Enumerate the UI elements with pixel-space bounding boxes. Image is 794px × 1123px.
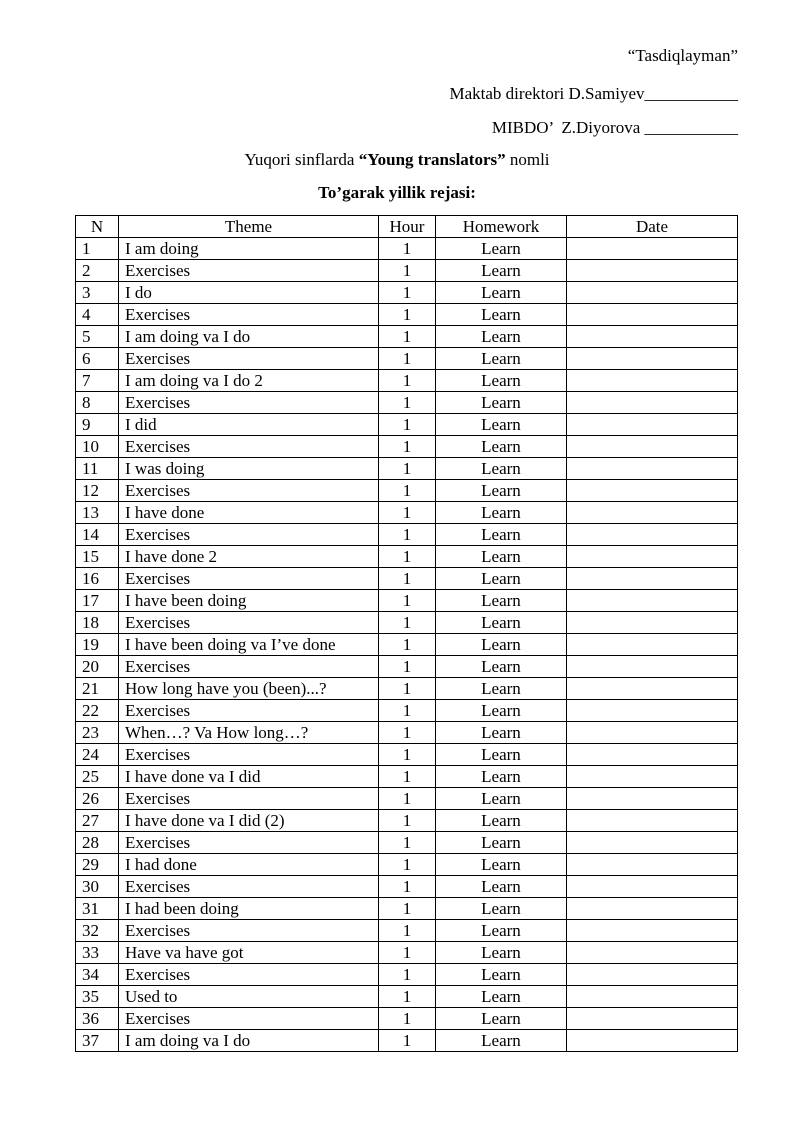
row-theme: I have done (119, 502, 379, 524)
row-homework: Learn (436, 942, 567, 964)
table-row (76, 590, 738, 612)
row-number: 14 (76, 524, 119, 546)
table-row (76, 370, 738, 392)
row-homework: Learn (436, 282, 567, 304)
table-row (76, 414, 738, 436)
table-header-row (76, 216, 738, 238)
table-row (76, 260, 738, 282)
row-theme: Have va have got (119, 942, 379, 964)
row-homework: Learn (436, 238, 567, 260)
row-homework: Learn (436, 568, 567, 590)
row-number: 28 (76, 832, 119, 854)
row-hour: 1 (379, 480, 436, 502)
table-row (76, 744, 738, 766)
row-number: 1 (76, 238, 119, 260)
row-date (567, 326, 738, 348)
row-theme: Exercises (119, 744, 379, 766)
row-homework: Learn (436, 964, 567, 986)
row-number: 16 (76, 568, 119, 590)
row-date (567, 986, 738, 1008)
row-hour: 1 (379, 370, 436, 392)
row-theme: I am doing (119, 238, 379, 260)
row-hour: 1 (379, 722, 436, 744)
row-date (567, 700, 738, 722)
row-date (567, 524, 738, 546)
row-number: 31 (76, 898, 119, 920)
row-number: 5 (76, 326, 119, 348)
table-row (76, 766, 738, 788)
row-hour: 1 (379, 876, 436, 898)
row-hour: 1 (379, 700, 436, 722)
row-theme: I am doing va I do 2 (119, 370, 379, 392)
row-hour: 1 (379, 348, 436, 370)
row-date (567, 502, 738, 524)
row-homework: Learn (436, 810, 567, 832)
row-number: 29 (76, 854, 119, 876)
row-number: 32 (76, 920, 119, 942)
row-theme: Exercises (119, 260, 379, 282)
row-date (567, 414, 738, 436)
row-date (567, 238, 738, 260)
row-homework: Learn (436, 590, 567, 612)
row-theme: I have done 2 (119, 546, 379, 568)
subtitle-prefix: Yuqori sinflarda (244, 150, 359, 169)
row-number: 10 (76, 436, 119, 458)
row-homework: Learn (436, 436, 567, 458)
subtitle-suffix: nomli (505, 150, 550, 169)
row-hour: 1 (379, 304, 436, 326)
row-theme: I am doing va I do (119, 326, 379, 348)
row-date (567, 810, 738, 832)
row-hour: 1 (379, 1030, 436, 1052)
table-row (76, 986, 738, 1008)
row-number: 26 (76, 788, 119, 810)
row-homework: Learn (436, 700, 567, 722)
row-hour: 1 (379, 238, 436, 260)
row-number: 33 (76, 942, 119, 964)
table-row (76, 458, 738, 480)
row-hour: 1 (379, 942, 436, 964)
row-homework: Learn (436, 744, 567, 766)
row-theme: Exercises (119, 700, 379, 722)
row-homework: Learn (436, 480, 567, 502)
row-hour: 1 (379, 260, 436, 282)
row-homework: Learn (436, 656, 567, 678)
table-row (76, 700, 738, 722)
row-date (567, 634, 738, 656)
row-number: 23 (76, 722, 119, 744)
approval-line: “Tasdiqlayman” (627, 46, 738, 65)
row-date (567, 1030, 738, 1052)
table-row (76, 1008, 738, 1030)
row-hour: 1 (379, 964, 436, 986)
row-hour: 1 (379, 414, 436, 436)
row-hour: 1 (379, 986, 436, 1008)
row-homework: Learn (436, 502, 567, 524)
row-number: 2 (76, 260, 119, 282)
row-date (567, 744, 738, 766)
row-theme: Exercises (119, 524, 379, 546)
row-theme: I am doing va I do (119, 1030, 379, 1052)
row-date (567, 546, 738, 568)
row-date (567, 282, 738, 304)
row-theme: Exercises (119, 348, 379, 370)
table-row (76, 810, 738, 832)
table-row (76, 326, 738, 348)
row-theme: How long have you (been)...? (119, 678, 379, 700)
row-theme: I have been doing va I’ve done (119, 634, 379, 656)
row-theme: Exercises (119, 832, 379, 854)
table-row (76, 436, 738, 458)
row-hour: 1 (379, 392, 436, 414)
row-homework: Learn (436, 348, 567, 370)
column-header-hour: Hour (379, 216, 436, 238)
row-date (567, 304, 738, 326)
table-row (76, 788, 738, 810)
row-date (567, 898, 738, 920)
row-homework: Learn (436, 854, 567, 876)
table-row (76, 612, 738, 634)
row-hour: 1 (379, 458, 436, 480)
row-number: 6 (76, 348, 119, 370)
row-homework: Learn (436, 986, 567, 1008)
table-row (76, 480, 738, 502)
row-hour: 1 (379, 326, 436, 348)
row-theme: Exercises (119, 612, 379, 634)
row-hour: 1 (379, 832, 436, 854)
row-date (567, 458, 738, 480)
table-row (76, 832, 738, 854)
club-name: “Young translators” (358, 150, 506, 169)
row-homework: Learn (436, 392, 567, 414)
row-number: 24 (76, 744, 119, 766)
row-theme: I have done va I did (2) (119, 810, 379, 832)
table-row (76, 568, 738, 590)
row-hour: 1 (379, 810, 436, 832)
row-hour: 1 (379, 568, 436, 590)
row-date (567, 942, 738, 964)
row-theme: I have been doing (119, 590, 379, 612)
table-row (76, 876, 738, 898)
row-theme: Exercises (119, 304, 379, 326)
table-row (76, 546, 738, 568)
table-row (76, 282, 738, 304)
row-homework: Learn (436, 678, 567, 700)
row-theme: Exercises (119, 964, 379, 986)
row-number: 4 (76, 304, 119, 326)
row-date (567, 832, 738, 854)
row-date (567, 678, 738, 700)
table-row (76, 656, 738, 678)
row-theme: Exercises (119, 920, 379, 942)
row-number: 8 (76, 392, 119, 414)
row-date (567, 964, 738, 986)
row-homework: Learn (436, 524, 567, 546)
row-hour: 1 (379, 282, 436, 304)
row-number: 9 (76, 414, 119, 436)
row-date (567, 920, 738, 942)
table-row (76, 722, 738, 744)
row-theme: Exercises (119, 392, 379, 414)
row-hour: 1 (379, 436, 436, 458)
row-number: 35 (76, 986, 119, 1008)
row-homework: Learn (436, 414, 567, 436)
row-date (567, 876, 738, 898)
row-hour: 1 (379, 634, 436, 656)
column-header-theme: Theme (119, 216, 379, 238)
column-header-homework: Homework (436, 216, 567, 238)
row-date (567, 612, 738, 634)
plan-title: To’garak yillik rejasi: (318, 183, 476, 202)
table-row (76, 348, 738, 370)
table-row (76, 920, 738, 942)
row-theme: I had been doing (119, 898, 379, 920)
row-date (567, 722, 738, 744)
row-number: 30 (76, 876, 119, 898)
row-hour: 1 (379, 524, 436, 546)
row-hour: 1 (379, 612, 436, 634)
row-theme: Used to (119, 986, 379, 1008)
row-date (567, 568, 738, 590)
row-number: 7 (76, 370, 119, 392)
row-hour: 1 (379, 898, 436, 920)
row-theme: Exercises (119, 656, 379, 678)
row-hour: 1 (379, 678, 436, 700)
row-number: 11 (76, 458, 119, 480)
row-number: 27 (76, 810, 119, 832)
row-homework: Learn (436, 832, 567, 854)
row-hour: 1 (379, 502, 436, 524)
row-date (567, 766, 738, 788)
row-homework: Learn (436, 876, 567, 898)
row-homework: Learn (436, 546, 567, 568)
row-theme: Exercises (119, 788, 379, 810)
row-homework: Learn (436, 722, 567, 744)
row-number: 19 (76, 634, 119, 656)
row-homework: Learn (436, 326, 567, 348)
row-theme: Exercises (119, 436, 379, 458)
table-row (76, 964, 738, 986)
row-number: 13 (76, 502, 119, 524)
row-hour: 1 (379, 854, 436, 876)
row-theme: I had done (119, 854, 379, 876)
row-homework: Learn (436, 370, 567, 392)
row-number: 3 (76, 282, 119, 304)
row-date (567, 590, 738, 612)
row-number: 36 (76, 1008, 119, 1030)
row-number: 15 (76, 546, 119, 568)
annual-plan-table (75, 215, 738, 1052)
row-number: 34 (76, 964, 119, 986)
table-row (76, 392, 738, 414)
row-date (567, 260, 738, 282)
row-homework: Learn (436, 634, 567, 656)
table-row (76, 304, 738, 326)
row-date (567, 788, 738, 810)
row-homework: Learn (436, 788, 567, 810)
row-homework: Learn (436, 898, 567, 920)
director-signature-line: Maktab direktori D.Samiyev___________ (449, 84, 738, 103)
row-date (567, 656, 738, 678)
table-body (76, 238, 738, 1052)
table-row (76, 854, 738, 876)
row-homework: Learn (436, 260, 567, 282)
row-date (567, 480, 738, 502)
row-number: 22 (76, 700, 119, 722)
row-homework: Learn (436, 304, 567, 326)
row-hour: 1 (379, 546, 436, 568)
table-row (76, 898, 738, 920)
row-date (567, 436, 738, 458)
document-subtitle (0, 150, 794, 170)
row-hour: 1 (379, 788, 436, 810)
table-row (76, 238, 738, 260)
table-row (76, 1030, 738, 1052)
row-number: 25 (76, 766, 119, 788)
row-theme: Exercises (119, 1008, 379, 1030)
table-row (76, 942, 738, 964)
column-header-number: N (76, 216, 119, 238)
row-date (567, 854, 738, 876)
row-date (567, 370, 738, 392)
row-number: 37 (76, 1030, 119, 1052)
row-hour: 1 (379, 920, 436, 942)
column-header-date: Date (567, 216, 738, 238)
row-theme: I was doing (119, 458, 379, 480)
table-row (76, 524, 738, 546)
row-number: 20 (76, 656, 119, 678)
row-number: 18 (76, 612, 119, 634)
table-row (76, 502, 738, 524)
row-hour: 1 (379, 1008, 436, 1030)
row-homework: Learn (436, 920, 567, 942)
row-hour: 1 (379, 744, 436, 766)
row-date (567, 348, 738, 370)
row-number: 21 (76, 678, 119, 700)
row-theme: I do (119, 282, 379, 304)
row-theme: Exercises (119, 480, 379, 502)
row-theme: Exercises (119, 876, 379, 898)
row-hour: 1 (379, 656, 436, 678)
row-hour: 1 (379, 590, 436, 612)
row-theme: When…? Va How long…? (119, 722, 379, 744)
row-homework: Learn (436, 1008, 567, 1030)
row-date (567, 1008, 738, 1030)
row-number: 12 (76, 480, 119, 502)
row-theme: Exercises (119, 568, 379, 590)
row-homework: Learn (436, 458, 567, 480)
row-homework: Learn (436, 1030, 567, 1052)
row-date (567, 392, 738, 414)
table-row (76, 678, 738, 700)
mibdo-signature-line: MIBDO’ Z.Diyorova ___________ (491, 118, 738, 137)
row-hour: 1 (379, 766, 436, 788)
row-homework: Learn (436, 612, 567, 634)
row-homework: Learn (436, 766, 567, 788)
row-number: 17 (76, 590, 119, 612)
table-row (76, 634, 738, 656)
row-theme: I have done va I did (119, 766, 379, 788)
row-theme: I did (119, 414, 379, 436)
